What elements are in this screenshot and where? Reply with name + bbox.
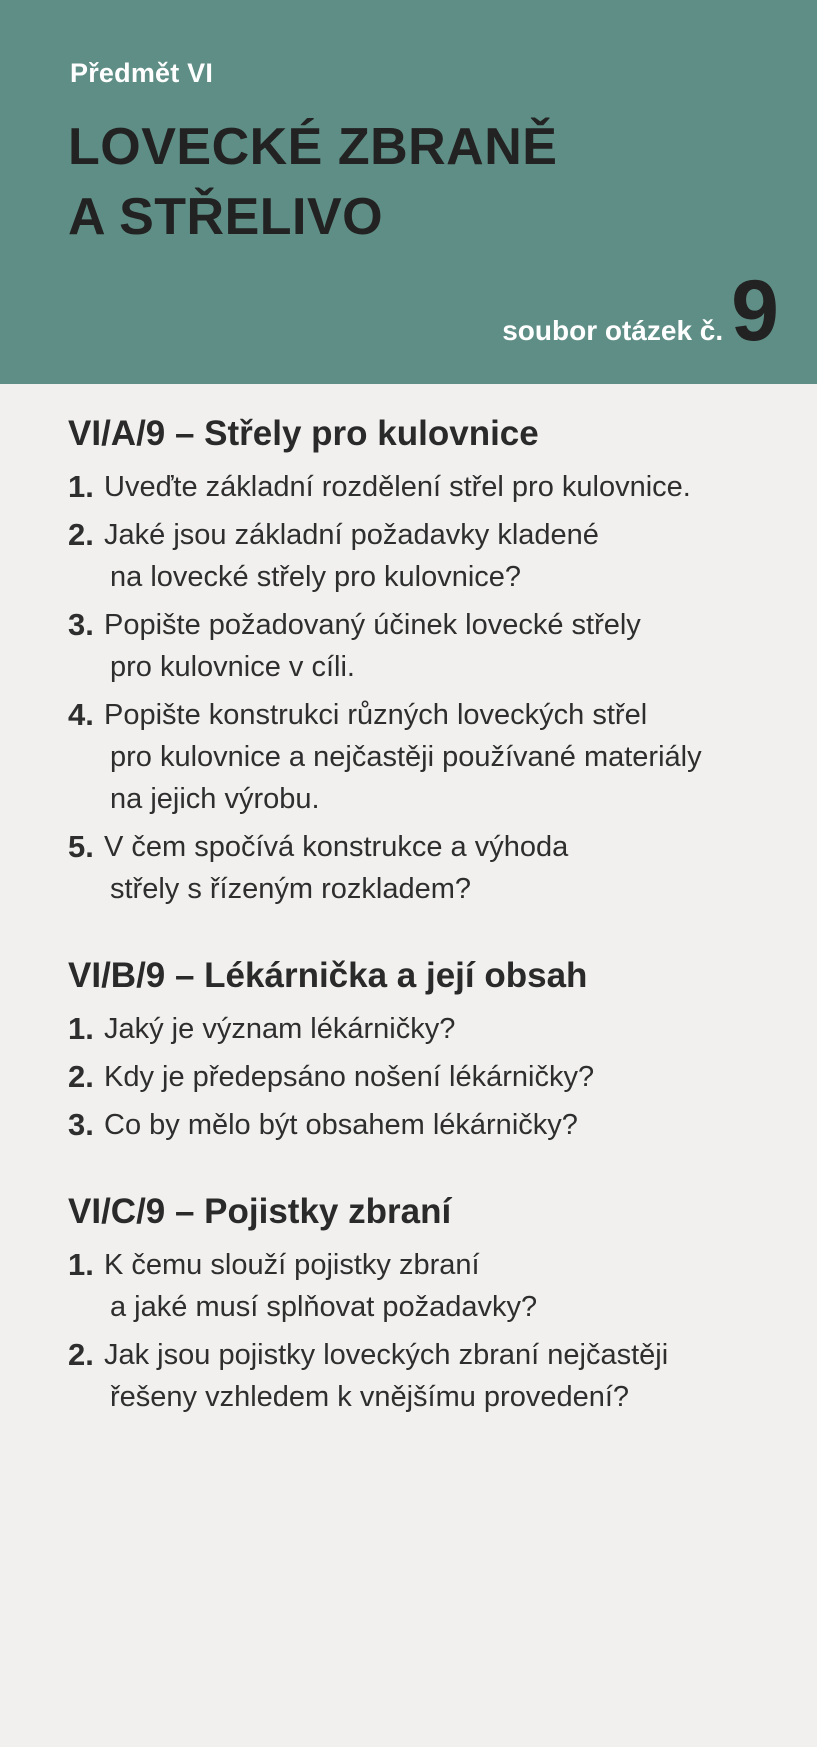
title-line-2: A STŘELIVO	[68, 188, 384, 246]
question-line: Uveďte základní rozdělení střel pro kulovnice.	[104, 471, 691, 503]
question-number: 5.	[68, 829, 94, 864]
question-line: Jaké jsou základní požadavky kladené	[104, 519, 599, 551]
question-item	[68, 826, 788, 910]
question-line: na lovecké střely pro kulovnice?	[110, 561, 522, 593]
section-title: VI/A/9 – Střely pro kulovnice	[68, 414, 539, 453]
page-title	[68, 112, 708, 252]
section-a	[68, 412, 788, 910]
question-item	[68, 514, 788, 598]
question-item	[68, 604, 788, 688]
question-number: 3.	[68, 607, 94, 642]
question-line: Kdy je předepsáno nošení lékárničky?	[104, 1061, 595, 1093]
question-item	[68, 1244, 788, 1328]
question-text	[100, 604, 788, 688]
question-number: 1.	[68, 1011, 94, 1046]
section-title: VI/C/9 – Pojistky zbraní	[68, 1192, 452, 1231]
question-set	[502, 263, 779, 359]
question-number: 2.	[68, 1337, 94, 1372]
question-number: 2.	[68, 517, 94, 552]
question-number: 2.	[68, 1059, 94, 1094]
question-line: Popište požadovaný účinek lovecké střely	[104, 609, 641, 641]
question-line: Popište konstrukci různých loveckých střel	[104, 699, 648, 731]
question-line: a jaké musí splňovat požadavky?	[110, 1291, 538, 1323]
question-text	[100, 1244, 788, 1328]
question-line: pro kulovnice a nejčastěji používané materiály	[110, 741, 702, 773]
question-text	[100, 1334, 788, 1418]
question-item	[68, 466, 788, 508]
question-text	[100, 826, 788, 910]
question-number: 1.	[68, 1247, 94, 1282]
question-text	[100, 1008, 788, 1050]
set-label: soubor otázek č.	[502, 315, 724, 346]
question-line: Jak jsou pojistky loveckých zbraní nejčastěji	[104, 1339, 669, 1371]
question-line: V čem spočívá konstrukce a výhoda	[104, 831, 569, 863]
question-line: K čemu slouží pojistky zbraní	[104, 1249, 480, 1281]
questions-content	[68, 412, 788, 1462]
header-banner	[0, 0, 817, 384]
question-line: Co by mělo být obsahem lékárničky?	[104, 1109, 578, 1141]
question-item	[68, 694, 788, 820]
question-text	[100, 466, 788, 508]
question-text	[100, 694, 788, 820]
section-b	[68, 954, 788, 1146]
question-text	[100, 514, 788, 598]
section-title: VI/B/9 – Lékárnička a její obsah	[68, 956, 588, 995]
question-number: 3.	[68, 1107, 94, 1142]
question-text	[100, 1104, 788, 1146]
question-line: střely s řízeným rozkladem?	[110, 873, 471, 905]
question-number: 4.	[68, 697, 94, 732]
subject-label: Předmět VI	[70, 58, 214, 88]
question-item	[68, 1104, 788, 1146]
question-number: 1.	[68, 469, 94, 504]
set-number: 9	[731, 263, 779, 359]
question-line: na jejich výrobu.	[110, 783, 320, 815]
question-text	[100, 1056, 788, 1098]
question-line: pro kulovnice v cíli.	[110, 651, 355, 683]
question-item	[68, 1008, 788, 1050]
title-line-1: LOVECKÉ ZBRANĚ	[68, 118, 558, 176]
section-c	[68, 1190, 788, 1418]
question-item	[68, 1056, 788, 1098]
question-line: řešeny vzhledem k vnějšímu provedení?	[110, 1381, 630, 1413]
question-item	[68, 1334, 788, 1418]
question-line: Jaký je význam lékárničky?	[104, 1013, 456, 1045]
